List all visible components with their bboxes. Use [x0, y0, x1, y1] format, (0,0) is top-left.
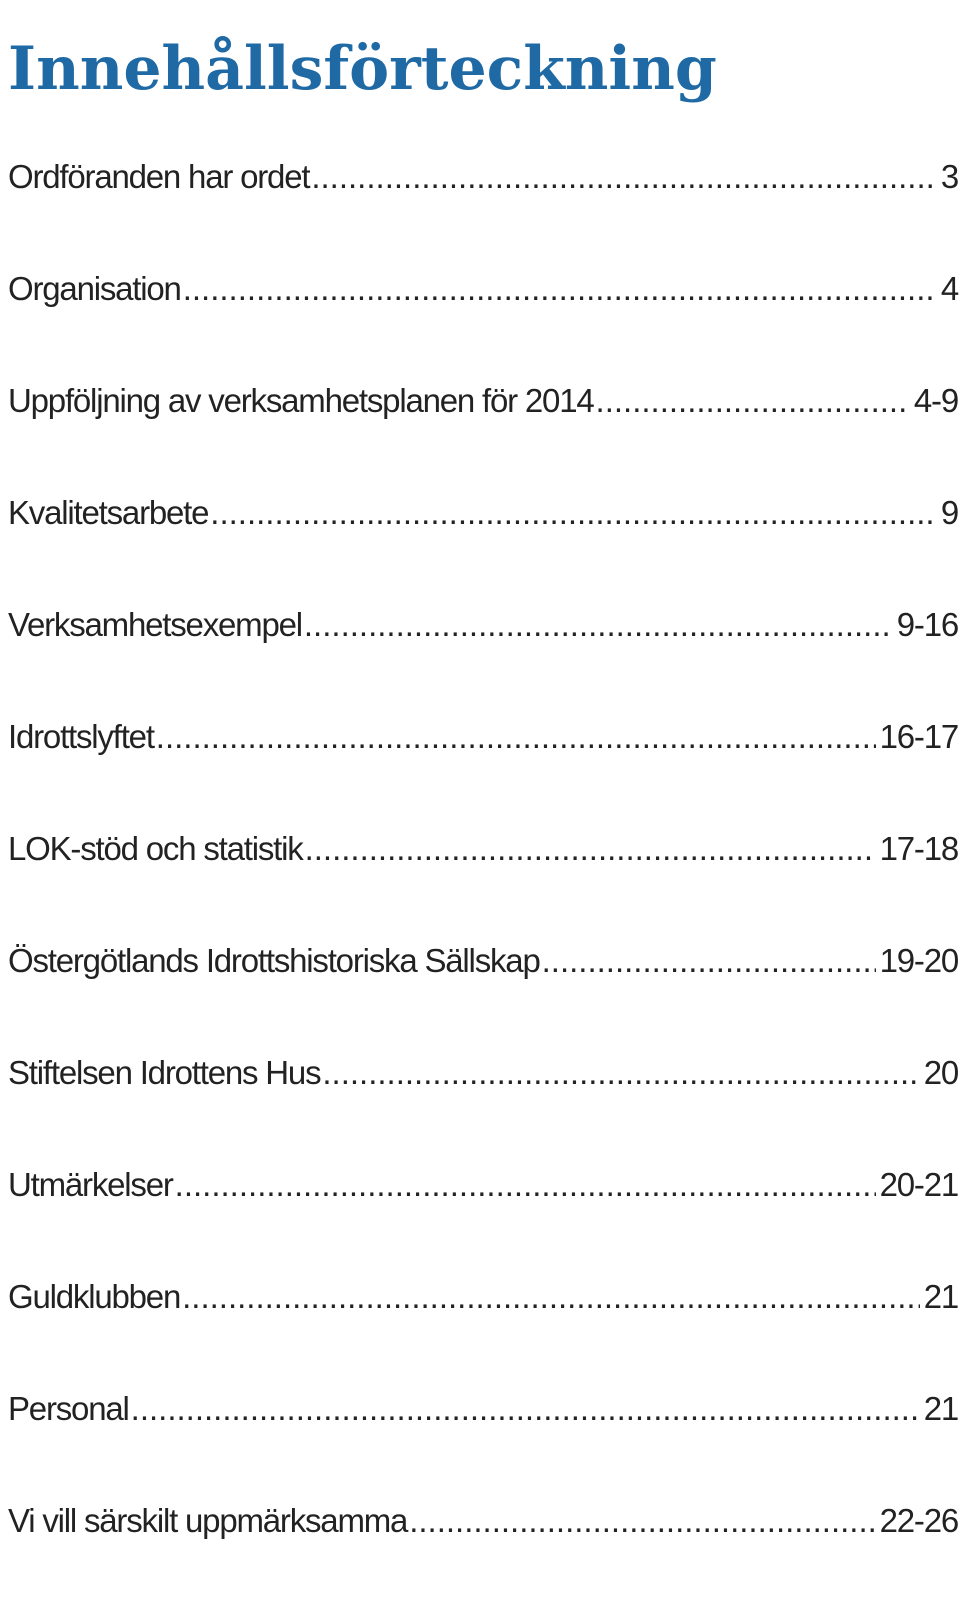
dot-leader	[322, 1054, 919, 1092]
toc-entry-page: 20-21	[879, 1166, 958, 1203]
toc-entry[interactable]	[8, 1054, 958, 1166]
toc-entry[interactable]	[8, 382, 958, 494]
toc-entry-label: Guldklubben	[8, 1278, 181, 1315]
toc-entry-label: Stiftelsen Idrottens Hus	[8, 1054, 321, 1091]
toc-entry-label: Idrottslyftet	[8, 718, 154, 755]
toc-entry[interactable]	[8, 830, 958, 942]
toc-entry[interactable]	[8, 1502, 958, 1614]
toc-entry-page: 3	[940, 158, 958, 195]
page-title: Innehållsförteckning	[8, 34, 717, 105]
toc-entry[interactable]	[8, 942, 958, 1054]
dot-leader	[305, 830, 876, 868]
toc-entry-label: LOK-stöd och statistik	[8, 830, 303, 867]
toc-entry[interactable]	[8, 494, 958, 606]
table-of-contents	[8, 158, 958, 1614]
toc-entry[interactable]	[8, 1390, 958, 1502]
toc-entry-page: 21	[923, 1390, 958, 1427]
toc-entry[interactable]	[8, 1278, 958, 1390]
toc-entry-page: 4	[940, 270, 958, 307]
toc-entry-label: Ordföranden har ordet	[8, 158, 310, 195]
dot-leader	[182, 1278, 920, 1316]
toc-entry-page: 22-26	[879, 1502, 958, 1539]
toc-entry-page: 17-18	[879, 830, 958, 867]
toc-entry[interactable]	[8, 270, 958, 382]
toc-entry-page: 9-16	[896, 606, 958, 643]
dot-leader	[596, 382, 910, 420]
dot-leader	[304, 606, 893, 644]
dot-leader	[183, 270, 937, 308]
toc-entry-page: 20	[923, 1054, 958, 1091]
dot-leader	[409, 1502, 875, 1540]
toc-entry-label: Verksamhetsexempel	[8, 606, 302, 643]
toc-entry-label: Uppföljning av verksamhetsplanen för 2014	[8, 382, 594, 419]
toc-entry-label: Utmärkelser	[8, 1166, 173, 1203]
dot-leader	[542, 942, 876, 980]
dot-leader	[210, 494, 937, 532]
toc-entry-page: 21	[923, 1278, 958, 1315]
toc-entry-page: 9	[940, 494, 958, 531]
toc-entry-page: 4-9	[913, 382, 958, 419]
toc-entry-label: Östergötlands Idrottshistoriska Sällskap	[8, 942, 540, 979]
dot-leader	[131, 1390, 920, 1428]
toc-entry[interactable]	[8, 606, 958, 718]
toc-entry[interactable]	[8, 1166, 958, 1278]
toc-entry-page: 19-20	[879, 942, 958, 979]
toc-entry-label: Organisation	[8, 270, 181, 307]
dot-leader	[175, 1166, 876, 1204]
dot-leader	[311, 158, 937, 196]
toc-entry[interactable]	[8, 718, 958, 830]
dot-leader	[156, 718, 876, 756]
toc-entry-label: Kvalitetsarbete	[8, 494, 209, 531]
toc-entry-page: 16-17	[879, 718, 958, 755]
toc-entry[interactable]	[8, 158, 958, 270]
toc-entry-label: Vi vill särskilt uppmärksamma	[8, 1502, 408, 1539]
toc-entry-label: Personal	[8, 1390, 129, 1427]
